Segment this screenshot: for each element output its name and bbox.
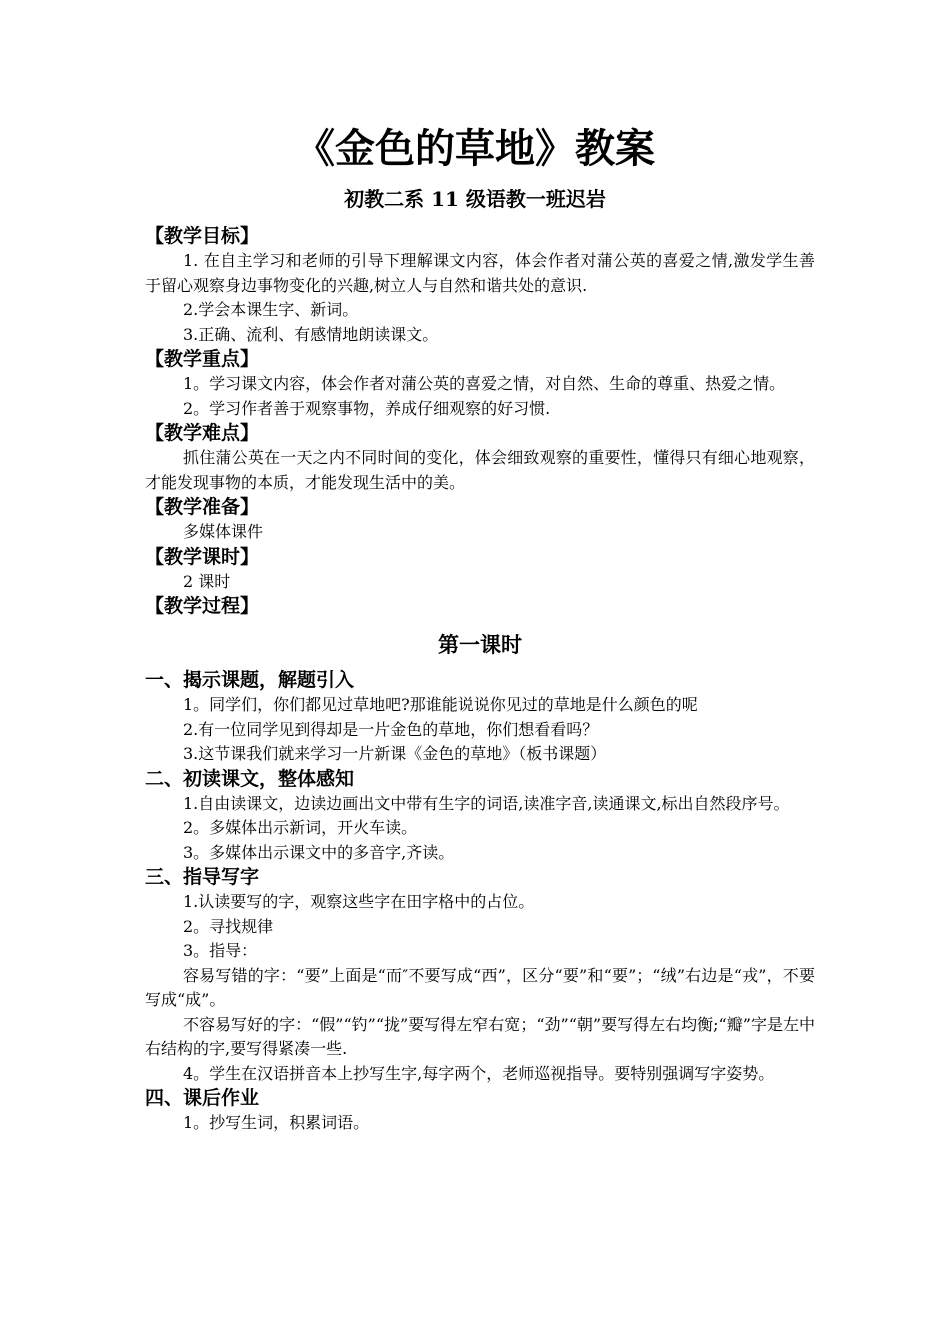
section-item: 容易写错的字：“要”上面是“而″不要写成“西”，区分“要”和“要”；“绒”右边是“戎”，不要写成“成”。	[145, 965, 815, 1009]
section-heading: 二、初读课文，整体感知	[145, 767, 355, 790]
section-item: 3.这节课我们就来学习一片新课《金色的草地》（板书课题）	[183, 744, 607, 763]
objective-item: 3.正确、流利、有感情地朗读课文。	[183, 324, 439, 344]
section-item: 1。同学们，你们都见过草地吧?那谁能说说你见过的草地是什么颜色的呢	[183, 695, 698, 714]
key-points-heading: 【教学重点】	[145, 348, 260, 370]
key-point-item: 1。学习课文内容，体会作者对蒲公英的喜爱之情，对自然、生命的尊重、热爱之情。	[183, 374, 786, 393]
process-heading: 【教学过程】	[145, 595, 260, 617]
document-title: 《金色的草地》教案	[295, 126, 655, 172]
author-line: 初教二系 11 级语教一班迟岩	[344, 187, 606, 211]
section-item: 1.自由读课文，边读边画出文中带有生字的词语,读准字音,读通课文,标出自然段序号。	[183, 793, 790, 813]
preparation-heading: 【教学准备】	[145, 496, 260, 518]
key-point-item: 2。学习作者善于观察事物，养成仔细观察的好习惯.	[183, 398, 551, 418]
difficulty-item: 抓住蒲公英在一天之内不同时间的变化，体会细致观察的重要性，懂得只有细心地观察，才能发现事物的本质，才能发现生活中的美。	[145, 448, 815, 492]
difficulties-heading: 【教学难点】	[145, 422, 260, 444]
objective-item: 2.学会本课生字、新词。	[183, 300, 359, 319]
section-item: 2。多媒体出示新词，开火车读。	[183, 818, 418, 837]
section-item: 2.有一位同学见到得却是一片金色的草地，你们想看看吗？	[183, 719, 599, 739]
section-item: 不容易写好的字：“假”“钓”“拢”要写得左窄右宽；“劲”“朝”要写得左右均衡;“瓣”字是左中右结构的字,要写得紧凑一些.	[145, 1014, 815, 1058]
section-item: 1.认读要写的字，观察这些字在田字格中的占位。	[183, 892, 535, 911]
lesson-title: 第一课时	[438, 633, 522, 657]
section-item: 4。学生在汉语拼音本上抄写生字,每字两个，老师巡视指导。要特别强调写字姿势。	[183, 1063, 775, 1083]
preparation-item: 多媒体课件	[183, 522, 264, 541]
section-item: 3。多媒体出示课文中的多音字,齐读。	[183, 842, 455, 862]
section-heading: 三、指导写字	[145, 866, 260, 888]
document-body	[145, 224, 815, 1136]
class-hours-item: 2 课时	[183, 571, 231, 591]
section-heading: 四、课后作业	[145, 1087, 260, 1109]
section-item: 1。抄写生词，积累词语。	[183, 1113, 370, 1132]
section-item: 2。寻找规律	[183, 916, 274, 936]
section-heading: 一、揭示课题，解题引入	[145, 669, 355, 691]
section-item: 3。指导：	[183, 941, 258, 960]
objectives-heading: 【教学目标】	[145, 225, 260, 247]
objective-item: 1. 在自主学习和老师的引导下理解课文内容，体会作者对蒲公英的喜爱之情,激发学生善于留心观察身边事物变化的兴趣,树立人与自然和谐共处的意识.	[145, 251, 815, 295]
class-hours-heading: 【教学课时】	[145, 545, 260, 568]
